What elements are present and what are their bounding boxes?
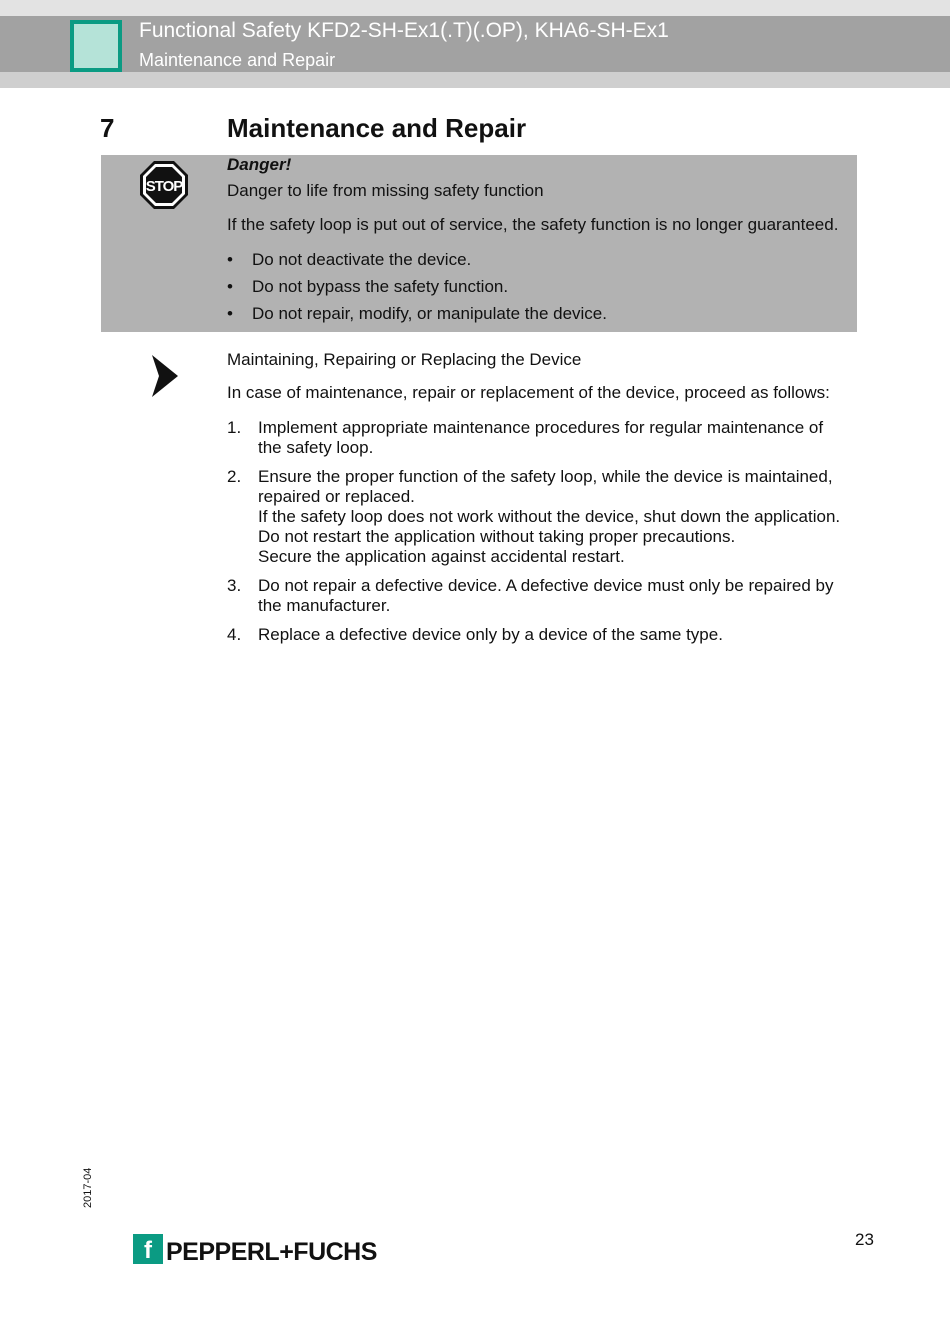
danger-subtitle: Danger to life from missing safety function (227, 181, 544, 200)
step-3 (258, 576, 834, 616)
page-number: 23 (855, 1230, 874, 1249)
bullet-marker: • (227, 304, 233, 323)
step-number: 1. (227, 418, 242, 437)
logo-text: PEPPERL+FUCHS (166, 1238, 377, 1266)
step-line: Implement appropriate maintenance procedures for regular maintenance of (258, 418, 824, 437)
instruction-title: Maintaining, Repairing or Replacing the Device (227, 350, 582, 369)
step-line: the manufacturer. (258, 596, 391, 615)
header-top-strip (0, 0, 950, 16)
document-section: Maintenance and Repair (139, 50, 336, 70)
chapter-number: 7 (100, 113, 115, 143)
danger-title: Danger! (227, 155, 292, 174)
step-line: Do not restart the application without taking proper precautions. (258, 527, 736, 546)
pepperl-fuchs-logo-icon (133, 1234, 163, 1264)
header-bottom-strip (0, 72, 950, 88)
bullet-marker: • (227, 250, 233, 269)
step-line: Do not repair a defective device. A defective device must only be repaired by (258, 576, 834, 595)
step-number: 2. (227, 467, 242, 486)
logo-mark-glyph: f (144, 1237, 152, 1264)
document-title: Functional Safety KFD2-SH-Ex1(.T)(.OP), KHA6-SH-Ex1 (139, 19, 669, 42)
step-line: repaired or replaced. (258, 487, 415, 506)
step-2 (258, 467, 840, 567)
step-1 (258, 418, 823, 458)
revision-date: 2017-04 (82, 1167, 94, 1208)
step-line: Replace a defective device only by a device of the same type. (258, 625, 723, 644)
step-line: Ensure the proper function of the safety loop, while the device is maintained, (258, 467, 833, 486)
chapter-title: Maintenance and Repair (227, 113, 527, 143)
header-accent-square (70, 20, 122, 72)
danger-description: If the safety loop is put out of service, the safety function is no longer guaranteed. (227, 215, 839, 234)
danger-bullet-1: Do not deactivate the device. (252, 250, 472, 269)
instruction-intro: In case of maintenance, repair or replacement of the device, proceed as follows: (227, 383, 830, 402)
step-number: 4. (227, 625, 242, 644)
danger-bullet-2: Do not bypass the safety function. (252, 277, 509, 296)
stop-sign-label: STOP (145, 178, 183, 195)
step-line: If the safety loop does not work without the device, shut down the application. (258, 507, 841, 526)
stop-sign-icon (139, 160, 189, 210)
step-line: Secure the application against accidental restart. (258, 547, 625, 566)
bullet-marker: • (227, 277, 233, 296)
arrow-right-icon (150, 355, 180, 397)
step-line: the safety loop. (258, 438, 374, 457)
step-number: 3. (227, 576, 242, 595)
danger-bullet-3: Do not repair, modify, or manipulate the device. (252, 304, 607, 323)
step-4 (258, 625, 723, 645)
